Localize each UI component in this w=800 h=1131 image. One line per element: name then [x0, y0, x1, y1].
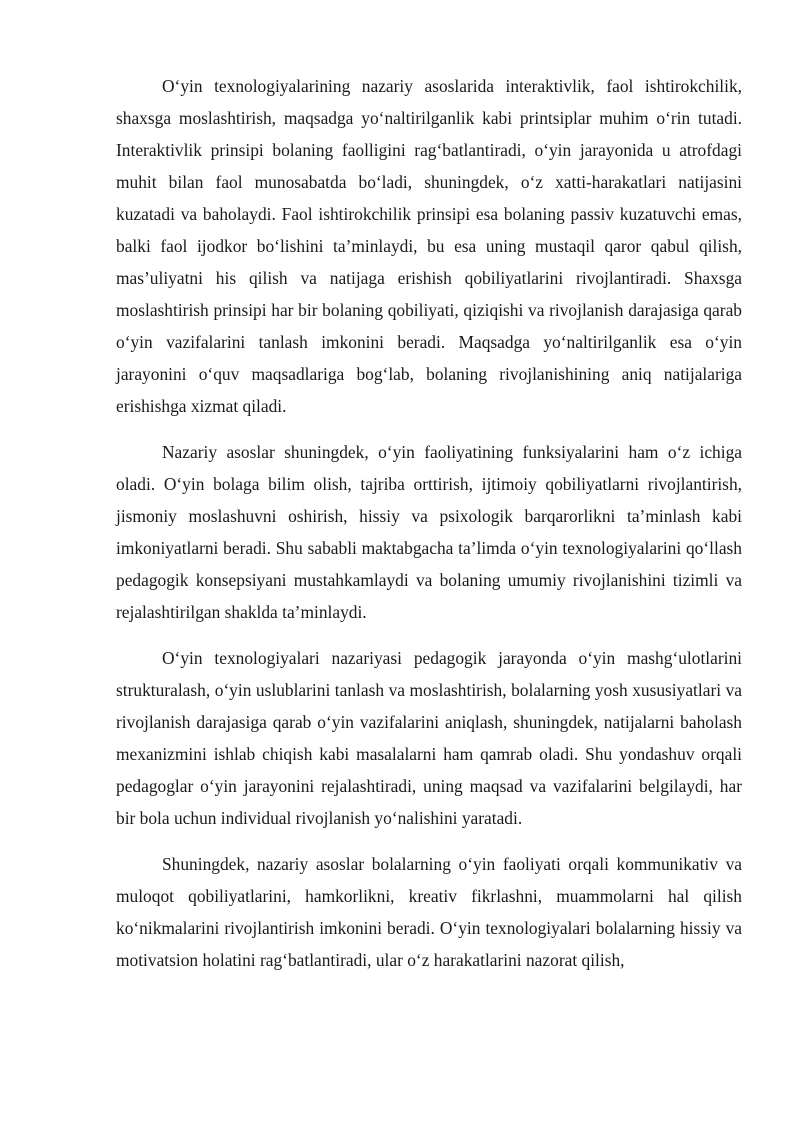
- document-page: [116, 70, 742, 990]
- paragraph-3: O‘yin texnologiyalari nazariyasi pedagogik jarayonda o‘yin mashg‘ulotlarini strukturalash, o‘yin uslublarini tanlash va moslashtirish, bolalarning yosh xususiyatlari va rivojlanish darajasiga qarab o‘yin vazifalarini aniqlash, shuningdek, natijalarni baholash mexanizmini ishlab chiqish kabi masalalarni ham qamrab oladi. Shu yondashuv orqali pedagoglar o‘yin jarayonini rejalashtiradi, uning maqsad va vazifalarini belgilaydi, har bir bola uchun individual rivojlanish yo‘nalishini yaratadi.: [116, 648, 742, 828]
- paragraph-4: Shuningdek, nazariy asoslar bolalarning o‘yin faoliyati orqali kommunikativ va muloqot qobiliyatlarini, hamkorlikni, kreativ fikrlashni, muammolarni hal qilish ko‘nikmalarini rivojlantirish imkonini beradi. O‘yin texnologiyalari bolalarning hissiy va motivatsion holatini rag‘batlantiradi, ular o‘z harakatlarini nazorat qilish,: [116, 854, 742, 970]
- paragraph-1: O‘yin texnologiyalarining nazariy asoslarida interaktivlik, faol ishtirokchilik, shaxsga moslashtirish, maqsadga yo‘naltirilganlik kabi printsiplar muhim o‘rin tutadi. Interaktivlik prinsipi bolaning faolligini rag‘batlantiradi, o‘yin jarayonida u atrofdagi muhit bilan faol munosabatda bo‘ladi, shuningdek, o‘z xatti-harakatlari natijasini kuzatadi va baholaydi. Faol ishtirokchilik prinsipi esa bolaning passiv kuzatuvchi emas, balki faol ijodkor bo‘lishini ta’minlaydi, bu esa uning mustaqil qaror qabul qilish, mas’uliyatni his qilish va natijaga erishish qobiliyatlarini rivojlantiradi. Shaxsga moslashtirish prinsipi har bir bolaning qobiliyati, qiziqishi va rivojlanish darajasiga qarab o‘yin vazifalarini tanlash imkonini beradi. Maqsadga yo‘naltirilganlik esa o‘yin jarayonini o‘quv maqsadlariga bog‘lab, bolaning rivojlanishining aniq natijalariga erishishga xizmat qiladi.: [116, 76, 742, 416]
- paragraph-2: Nazariy asoslar shuningdek, o‘yin faoliyatining funksiyalarini ham o‘z ichiga oladi. O‘yin bolaga bilim olish, tajriba orttirish, ijtimoiy qobiliyatlarni rivojlantirish, jismoniy moslashuvni oshirish, hissiy va psixologik barqarorlikni ta’minlash kabi imkoniyatlarni beradi. Shu sababli maktabgacha ta’limda o‘yin texnologiyalarini qo‘llash pedagogik konsepsiyani mustahkamlaydi va bolaning umumiy rivojlanishini tizimli va rejalashtirilgan shaklda ta’minlaydi.: [116, 442, 742, 622]
